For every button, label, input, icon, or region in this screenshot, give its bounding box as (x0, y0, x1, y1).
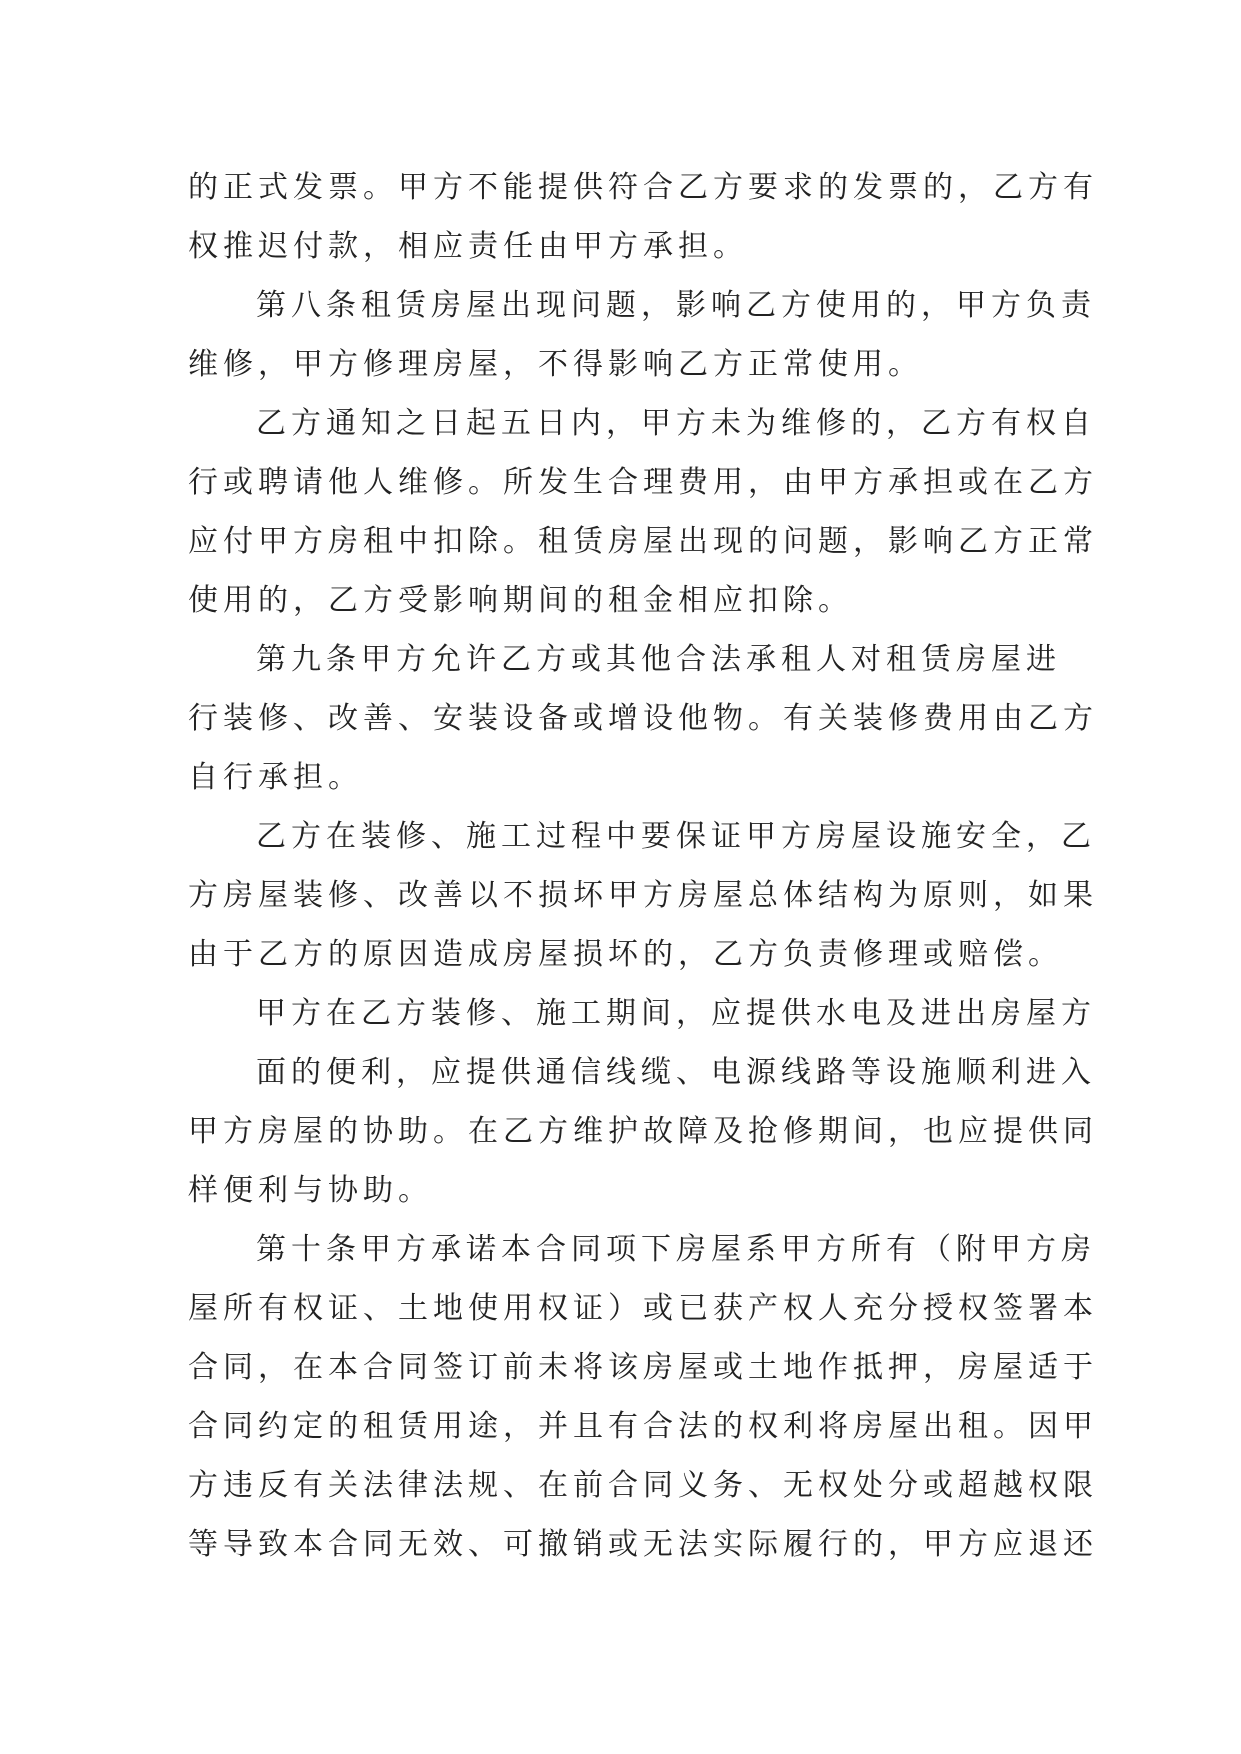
text-line: 面的便利，应提供通信线缆、电源线路等设施顺利进入 (256, 1055, 1096, 1090)
text-line: 的正式发票。甲方不能提供符合乙方要求的发票的，乙方有 (188, 170, 1098, 205)
text-line: 使用的，乙方受影响期间的租金相应扣除。 (188, 583, 853, 618)
text-line: 甲方房屋的协助。在乙方维护故障及抢修期间，也应提供同 (188, 1114, 1098, 1149)
text-line: 屋所有权证、土地使用权证）或已获产权人充分授权签署本 (188, 1291, 1098, 1326)
text-line: 自行承担。 (188, 760, 363, 795)
paragraph-start-line: 乙方在装修、施工过程中要保证甲方房屋设施安全，乙 (256, 819, 1096, 854)
text-line: 由于乙方的原因造成房屋损坏的，乙方负责修理或赔偿。 (188, 937, 1063, 972)
text-line: 行或聘请他人维修。所发生合理费用，由甲方承担或在乙方 (188, 465, 1098, 500)
paragraph-start-line: 第八条租赁房屋出现问题，影响乙方使用的，甲方负责 (256, 288, 1096, 323)
paragraph-start-line: 甲方在乙方装修、施工期间，应提供水电及进出房屋方 (256, 996, 1096, 1031)
text-line: 权推迟付款，相应责任由甲方承担。 (188, 229, 748, 264)
document-body (188, 158, 1098, 1574)
text-line: 样便利与协助。 (188, 1173, 433, 1208)
text-line: 方房屋装修、改善以不损坏甲方房屋总体结构为原则，如果 (188, 878, 1098, 913)
text-line: 方违反有关法律法规、在前合同义务、无权处分或超越权限 (188, 1468, 1098, 1503)
paragraph-start-line: 乙方通知之日起五日内，甲方未为维修的，乙方有权自 (256, 406, 1096, 441)
text-line: 合同约定的租赁用途，并且有合法的权利将房屋出租。因甲 (188, 1409, 1098, 1444)
text-line: 维修，甲方修理房屋，不得影响乙方正常使用。 (188, 347, 923, 382)
paragraph-start-line: 第九条甲方允许乙方或其他合法承租人对租赁房屋进 (256, 642, 1061, 677)
text-line: 合同，在本合同签订前未将该房屋或土地作抵押，房屋适于 (188, 1350, 1098, 1385)
paragraph-start-line: 第十条甲方承诺本合同项下房屋系甲方所有（附甲方房 (256, 1232, 1096, 1267)
text-line: 等导致本合同无效、可撤销或无法实际履行的，甲方应退还 (188, 1527, 1098, 1562)
text-line: 应付甲方房租中扣除。租赁房屋出现的问题，影响乙方正常 (188, 524, 1098, 559)
text-line: 行装修、改善、安装设备或增设他物。有关装修费用由乙方 (188, 701, 1098, 736)
